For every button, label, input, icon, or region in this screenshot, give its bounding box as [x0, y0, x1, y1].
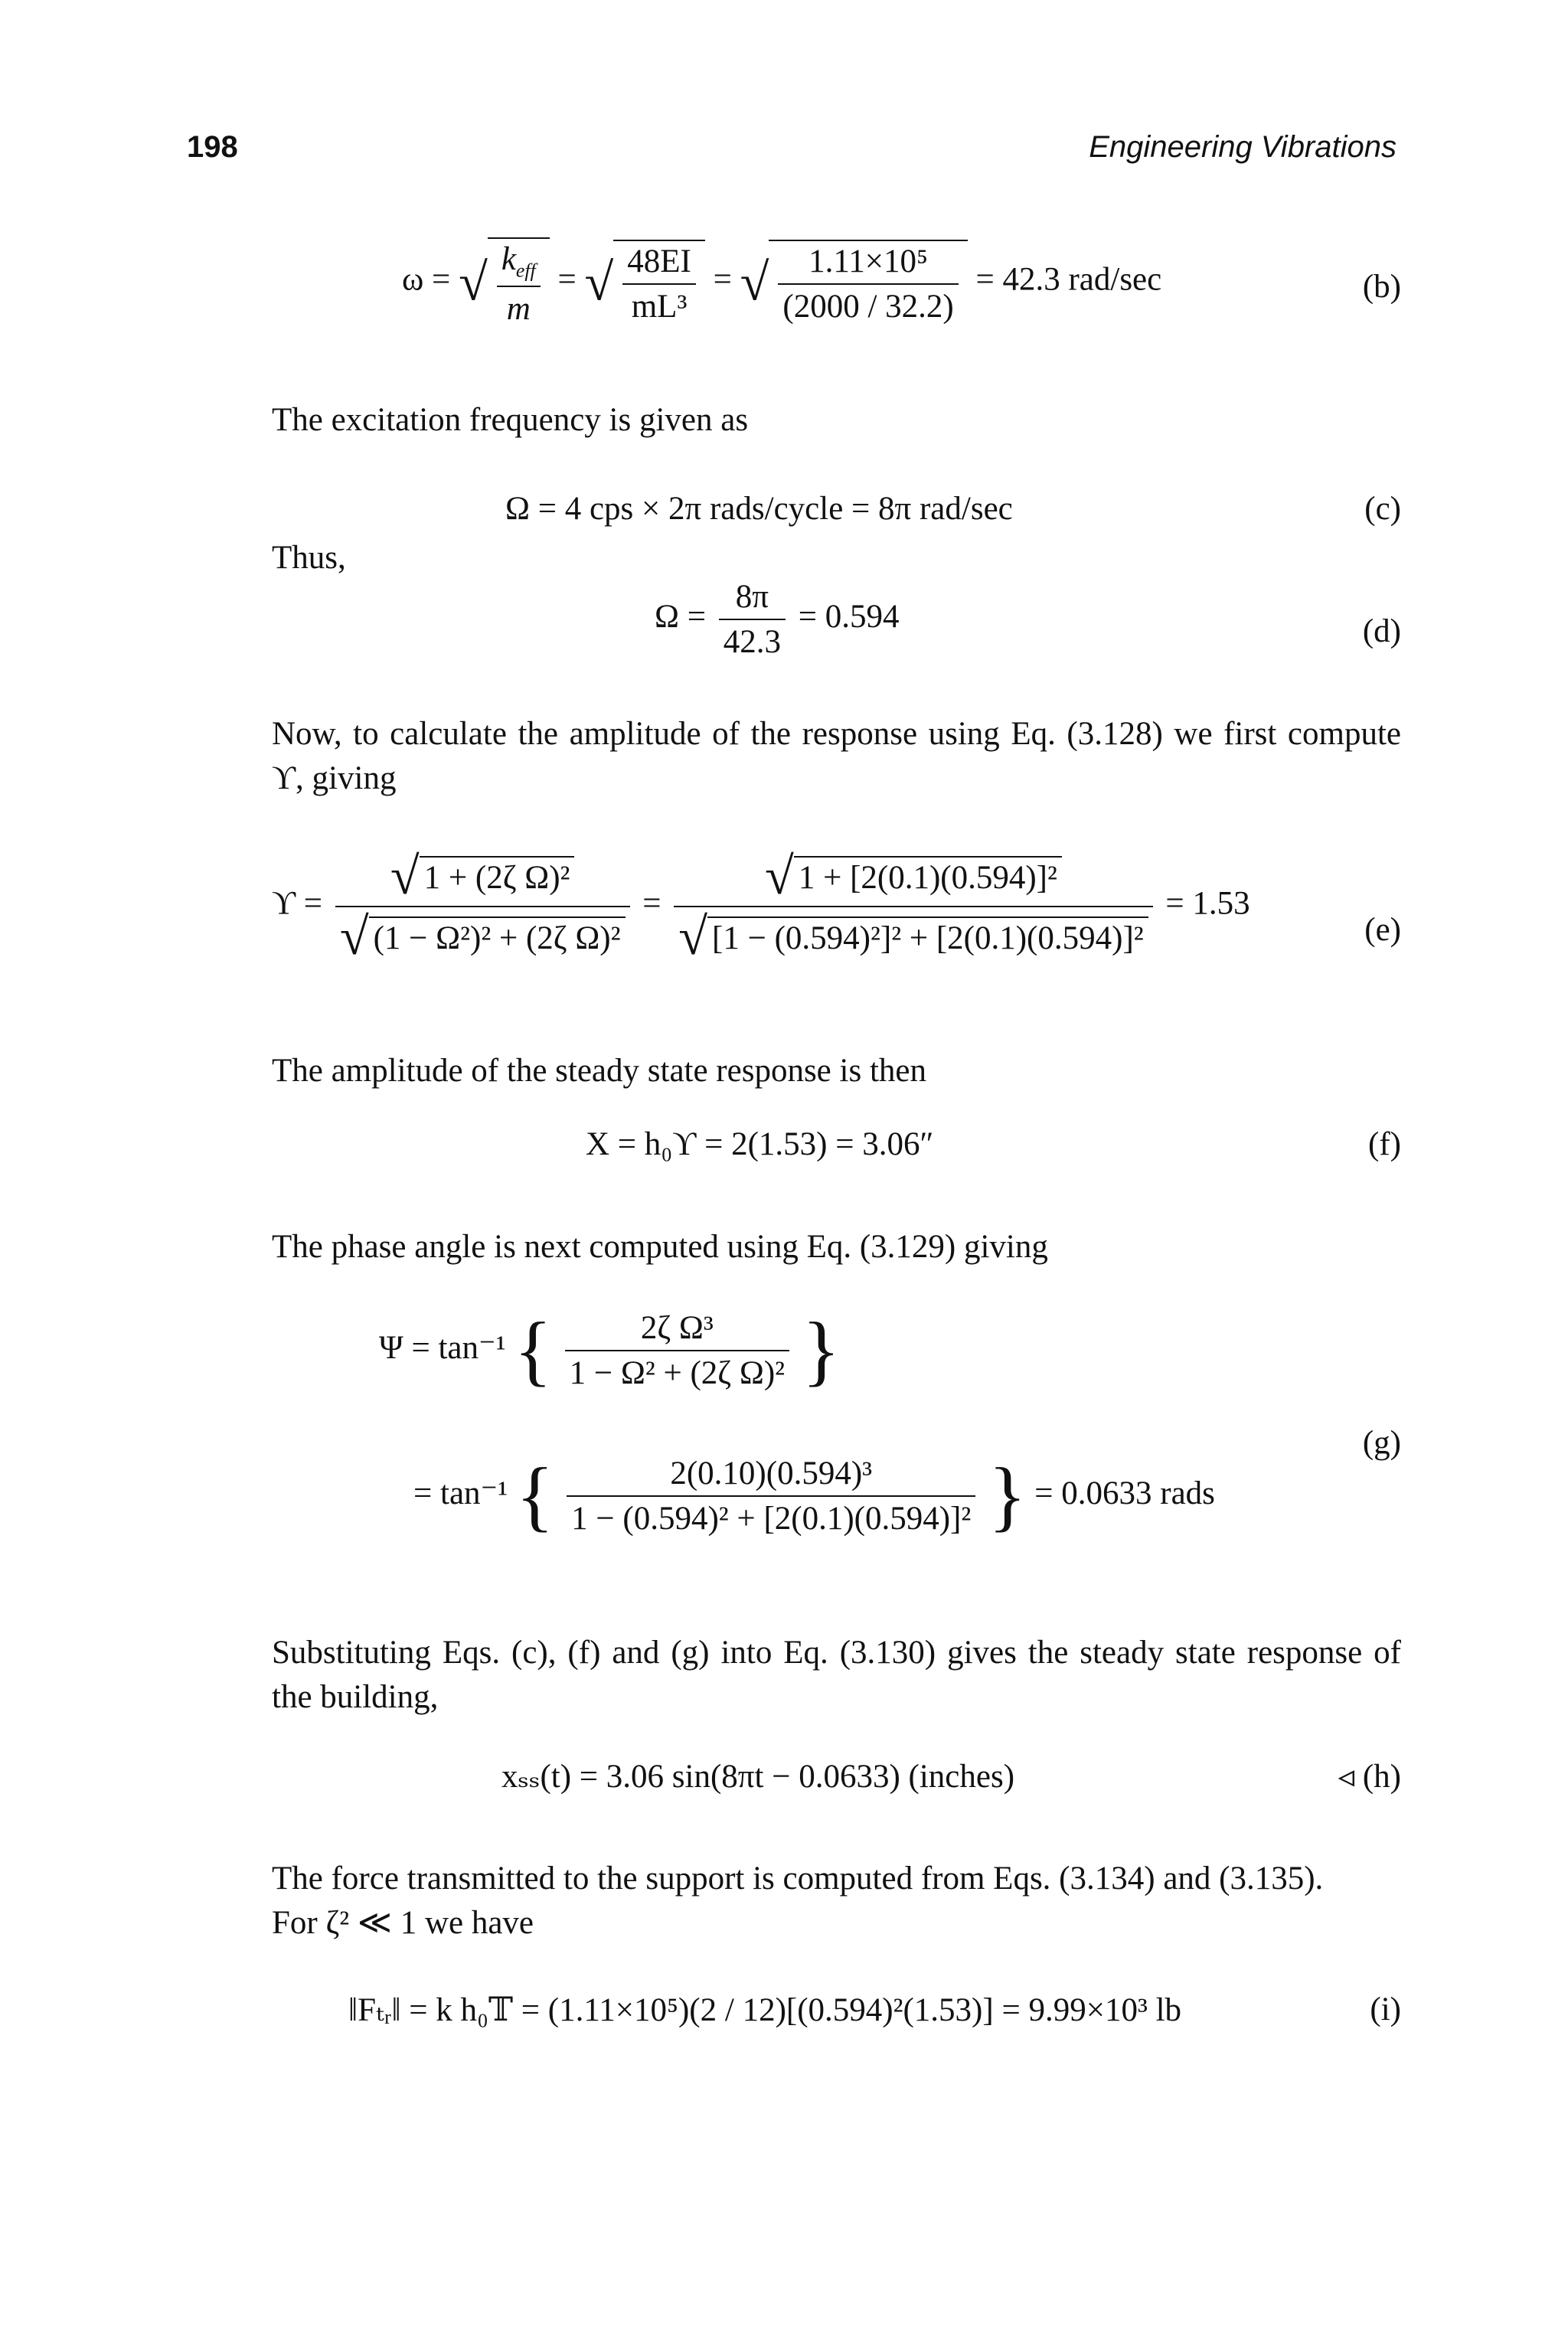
equation-h: [272, 1757, 1401, 1803]
eq-b-root-1: √ $\frac{k_{eff}}{m}$: [459, 237, 550, 328]
eq-e-result: = 1.53: [1165, 885, 1250, 922]
eq-b-f1-den: m: [506, 290, 531, 327]
paragraph-7-line-1: The force transmitted to the support is computed from Eqs. (3.134) and (3.135).: [272, 1861, 1324, 1897]
paragraph-7: [272, 1857, 1401, 1946]
equation-c: [272, 490, 1401, 536]
equation-f: [272, 1126, 1401, 1171]
eq-g-line2-num: 2(0.10)(0.594)³: [567, 1455, 975, 1497]
eq-e-numeric-denominator: [1 − (0.594)²]² + [2(0.1)(0.594)]²: [707, 916, 1148, 957]
page-number: 198: [187, 130, 238, 164]
eq-g-line2-den: 1 − (0.594)² + [2(0.1)(0.594)]²: [571, 1501, 972, 1537]
eq-d-den: 42.3: [723, 624, 781, 660]
equation-b: ω = √ $\frac{k_{eff}}{m}$ = √ $\frac{48EI}{\text{mL³}}$ = √ $\frac{\text{1.11×10⁵}}{(2000 / 32.2)}$ = 42.3 rad/sec (b): [272, 230, 1401, 352]
eq-b-f1-num-sub: eff: [515, 259, 536, 282]
paragraph-6: Substituting Eqs. (c), (f) and (g) into Eq. (3.130) gives the steady state response of the building,: [272, 1635, 1401, 1715]
eq-g-label: (g): [1362, 1425, 1401, 1461]
eq-e-lhs: ϒ =: [272, 885, 323, 922]
eq-b-f1-num: k: [501, 241, 516, 277]
eq-b-lhs: ω =: [402, 261, 451, 298]
eq-e-general-numerator: 1 + (2ζ Ω)²: [420, 856, 575, 897]
eq-g-line2-lhs: = tan⁻¹: [413, 1475, 508, 1511]
page-header: [187, 130, 1396, 176]
eq-d-result: = 0.594: [798, 598, 900, 635]
paragraph-2: Thus,: [272, 540, 346, 576]
eq-f-text: X = h₀ϒ = 2(1.53) = 3.06″: [586, 1126, 934, 1162]
eq-h-label: ◃ (h): [1338, 1759, 1401, 1795]
eq-b-root-3: √ $\frac{\text{1.11×10⁵}}{(2000 / 32.2)}$: [740, 240, 968, 325]
eq-c-text: Ω = 4 cps × 2π rads/cycle = 8π rad/sec: [505, 491, 1013, 527]
eq-b-f2-num: 48EI: [622, 243, 696, 285]
eq-g-line1-num: 2ζ Ω³: [565, 1309, 789, 1351]
eq-b-f2-den: mL³: [631, 288, 688, 325]
eq-g-line1-den: 1 − Ω² + (2ζ Ω)²: [569, 1355, 786, 1391]
paragraph-4: The amplitude of the steady state response is then: [272, 1053, 926, 1089]
paragraph-5: The phase angle is next computed using Eq. (3.129) giving: [272, 1229, 1048, 1265]
eq-h-text: xₛₛ(t) = 3.06 sin(8πt − 0.0633) (inches): [501, 1759, 1015, 1795]
equation-g: Ψ = tan⁻¹ { $\frac{\text{2ζ Ω³}}{\text{1 − Ω² + (2ζ Ω)²}}$ } = tan⁻¹ { $\frac{\text{2(0.10)(0.594)³}}{\text{1 − (0.594)² + [2(0.1)(0.594)]²}}$ } = 0.0633 rads (g): [379, 1306, 1401, 1540]
eq-e-general-denominator: (1 − Ω²)² + (2ζ Ω)²: [369, 916, 626, 957]
equation-e: ϒ = $\frac{\text{√ 1 + (2ζ Ω)²}}{\text{√ (1 − Ω²)² + (2ζ Ω)²}}$ = $\frac{\text{√ 1 + [2(0.1)(0.594)]²}}{\text{√ [1 − (0.594)²]² + [2(0.1)(0.594)]²}}$ = 1.53 (e): [272, 847, 1401, 965]
eq-b-f3-num: 1.11×10⁵: [778, 243, 958, 285]
eq-d-label: (d): [1362, 613, 1401, 649]
eq-f-label: (f): [1368, 1126, 1401, 1162]
paragraph-7-line-2: For ζ² ≪ 1 we have: [272, 1905, 534, 1941]
eq-i-text: ‖Fₜᵣ‖ = k h₀𝕋 = (1.11×10⁵)(2 / 12)[(0.594)²(1.53)] = 9.99×10³ lb: [348, 1992, 1182, 2028]
eq-e-numeric-numerator: 1 + [2(0.1)(0.594)]²: [794, 856, 1062, 897]
eq-c-label: (c): [1364, 491, 1401, 527]
equation-d: [272, 578, 1401, 678]
eq-b-label: (b): [1362, 269, 1401, 305]
eq-b-result: = 42.3 rad/sec: [975, 261, 1162, 298]
eq-e-label: (e): [1364, 912, 1401, 948]
eq-b-f3-den: (2000 / 32.2): [782, 288, 954, 325]
running-title: Engineering Vibrations: [1089, 130, 1396, 164]
eq-d-num: 8π: [719, 578, 786, 620]
eq-d-lhs: Ω =: [655, 598, 706, 635]
paragraph-3: Now, to calculate the amplitude of the response using Eq. (3.128) we first compute ϒ, giving: [272, 716, 1401, 796]
eq-b-root-2: √ $\frac{48EI}{\text{mL³}}$: [584, 240, 704, 325]
eq-i-label: (i): [1370, 1991, 1401, 2027]
paragraph-1: The excitation frequency is given as: [272, 402, 749, 438]
eq-g-line2-result: = 0.0633 rads: [1034, 1475, 1215, 1511]
equation-i: [272, 1991, 1401, 2037]
eq-g-line1-lhs: Ψ = tan⁻¹: [379, 1329, 506, 1366]
